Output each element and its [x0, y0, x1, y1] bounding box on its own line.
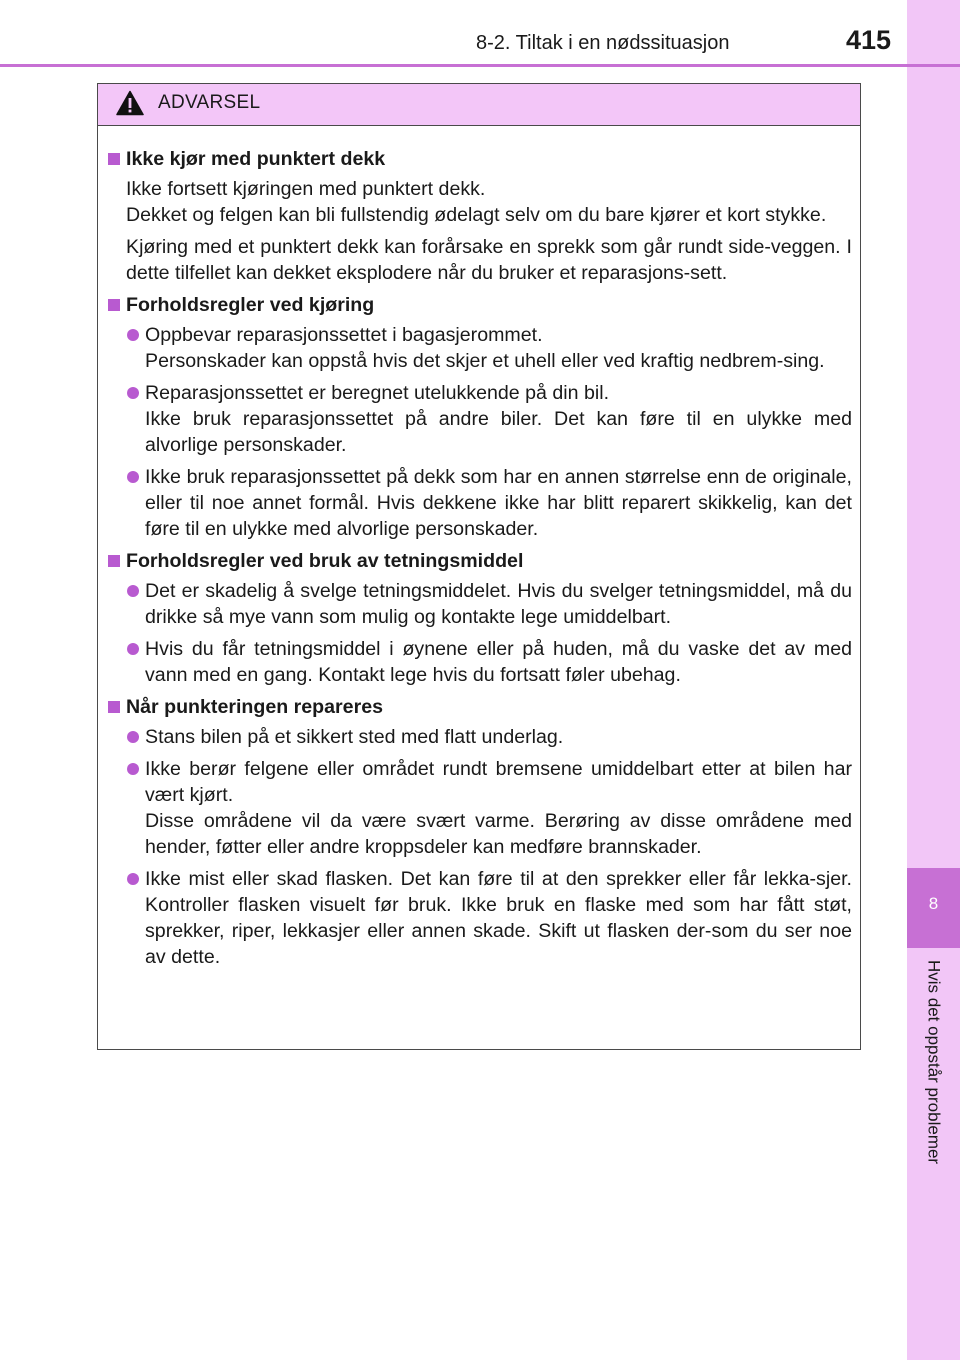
- warning-header: [98, 84, 860, 126]
- warning-box: [97, 83, 861, 1050]
- bullet-item: [106, 322, 852, 374]
- section-heading: [106, 548, 852, 574]
- bullet-line: Disse områdene vil da være svært varme. Berøring av disse områdene med hender, føtter eller andre kroppsdeler kan medføre brannskader.: [145, 810, 852, 858]
- section-heading-text: Forholdsregler ved kjøring: [126, 294, 375, 316]
- warning-triangle-icon: [116, 90, 144, 116]
- square-bullet-icon: [108, 299, 120, 311]
- chapter-title-wrap: [907, 960, 960, 1220]
- section-heading-text: Når punkteringen repareres: [126, 696, 383, 718]
- section-heading: [106, 292, 852, 318]
- round-bullet-icon: [127, 643, 139, 655]
- square-bullet-icon: [108, 555, 120, 567]
- bullet-line: Ikke berør felgene eller området rundt bremsene umiddelbart etter at bilen har vært kjørt.: [145, 758, 852, 806]
- warning-body: [98, 126, 860, 970]
- bullet-line: Reparasjonssettet er beregnet utelukkende på din bil.: [145, 382, 610, 404]
- chapter-title: Hvis det oppstår problemer: [924, 960, 944, 1165]
- bullet-item: [106, 636, 852, 688]
- bullet-item: [106, 578, 852, 630]
- bullet-line: Personskader kan oppstå hvis det skjer et uhell eller ved kraftig nedbrem-sing.: [145, 350, 825, 372]
- bullet-item: [106, 866, 852, 970]
- bullet-line: Ikke mist eller skad flasken. Det kan føre til at den sprekker eller får lekka-sjer. Kontroller flasken visuelt før bruk. Ikke bruk en flaske med som har fått støt, sprekker, riper, lekkasjer eller annen skade. Skift ut flasken der-som du ser noe av dette.: [145, 868, 852, 968]
- paragraph: [106, 176, 852, 228]
- section-heading-text: Ikke kjør med punktert dekk: [126, 148, 386, 170]
- paragraph-line: Dekket og felgen kan bli fullstendig ødelagt selv om du bare kjører et kort stykke.: [126, 204, 827, 226]
- round-bullet-icon: [127, 731, 139, 743]
- round-bullet-icon: [127, 873, 139, 885]
- bullet-item: [106, 756, 852, 860]
- bullet-item: [106, 464, 852, 542]
- round-bullet-icon: [127, 329, 139, 341]
- warning-label: ADVARSEL: [158, 92, 261, 113]
- round-bullet-icon: [127, 585, 139, 597]
- bullet-item: [106, 724, 852, 750]
- section-heading: [106, 146, 852, 172]
- chapter-number: 8: [928, 894, 939, 913]
- paragraph-line: Kjøring med et punktert dekk kan forårsake en sprekk som går rundt side-veggen. I dette tilfellet kan dekket eksplodere når du bruker et reparasjons-sett.: [126, 236, 852, 284]
- section-heading-text: Forholdsregler ved bruk av tetningsmiddel: [126, 550, 524, 572]
- section-title: 8-2. Tiltak i en nødssituasjon: [476, 32, 730, 54]
- header-divider: [0, 64, 960, 67]
- bullet-line: Oppbevar reparasjonssettet i bagasjerommet.: [145, 324, 543, 346]
- page-number: 415: [846, 25, 892, 55]
- round-bullet-icon: [127, 387, 139, 399]
- bullet-line: Ikke bruk reparasjonssettet på andre biler. Det kan føre til en ulykke med alvorlige personskader.: [145, 408, 852, 456]
- bullet-line: Stans bilen på et sikkert sted med flatt underlag.: [145, 726, 564, 748]
- round-bullet-icon: [127, 471, 139, 483]
- square-bullet-icon: [108, 701, 120, 713]
- bullet-line: Hvis du får tetningsmiddel i øynene eller på huden, må du vaske det av med vann med en gang. Kontakt lege hvis du fortsatt føler ubehag.: [145, 638, 852, 686]
- bullet-item: [106, 380, 852, 458]
- paragraph: [106, 234, 852, 286]
- square-bullet-icon: [108, 153, 120, 165]
- paragraph-line: Ikke fortsett kjøringen med punktert dekk.: [126, 178, 486, 200]
- bullet-line: Det er skadelig å svelge tetningsmiddelet. Hvis du svelger tetningsmiddel, må du drikke så mye vann som mulig og kontakte lege umiddelbart.: [145, 580, 852, 628]
- bullet-line: Ikke bruk reparasjonssettet på dekk som har en annen størrelse enn de originale, eller til noe annet formål. Hvis dekkene ikke har blitt reparert skikkelig, kan det føre til en ulykke med alvorlige personskader.: [145, 466, 852, 540]
- round-bullet-icon: [127, 763, 139, 775]
- section-heading: [106, 694, 852, 720]
